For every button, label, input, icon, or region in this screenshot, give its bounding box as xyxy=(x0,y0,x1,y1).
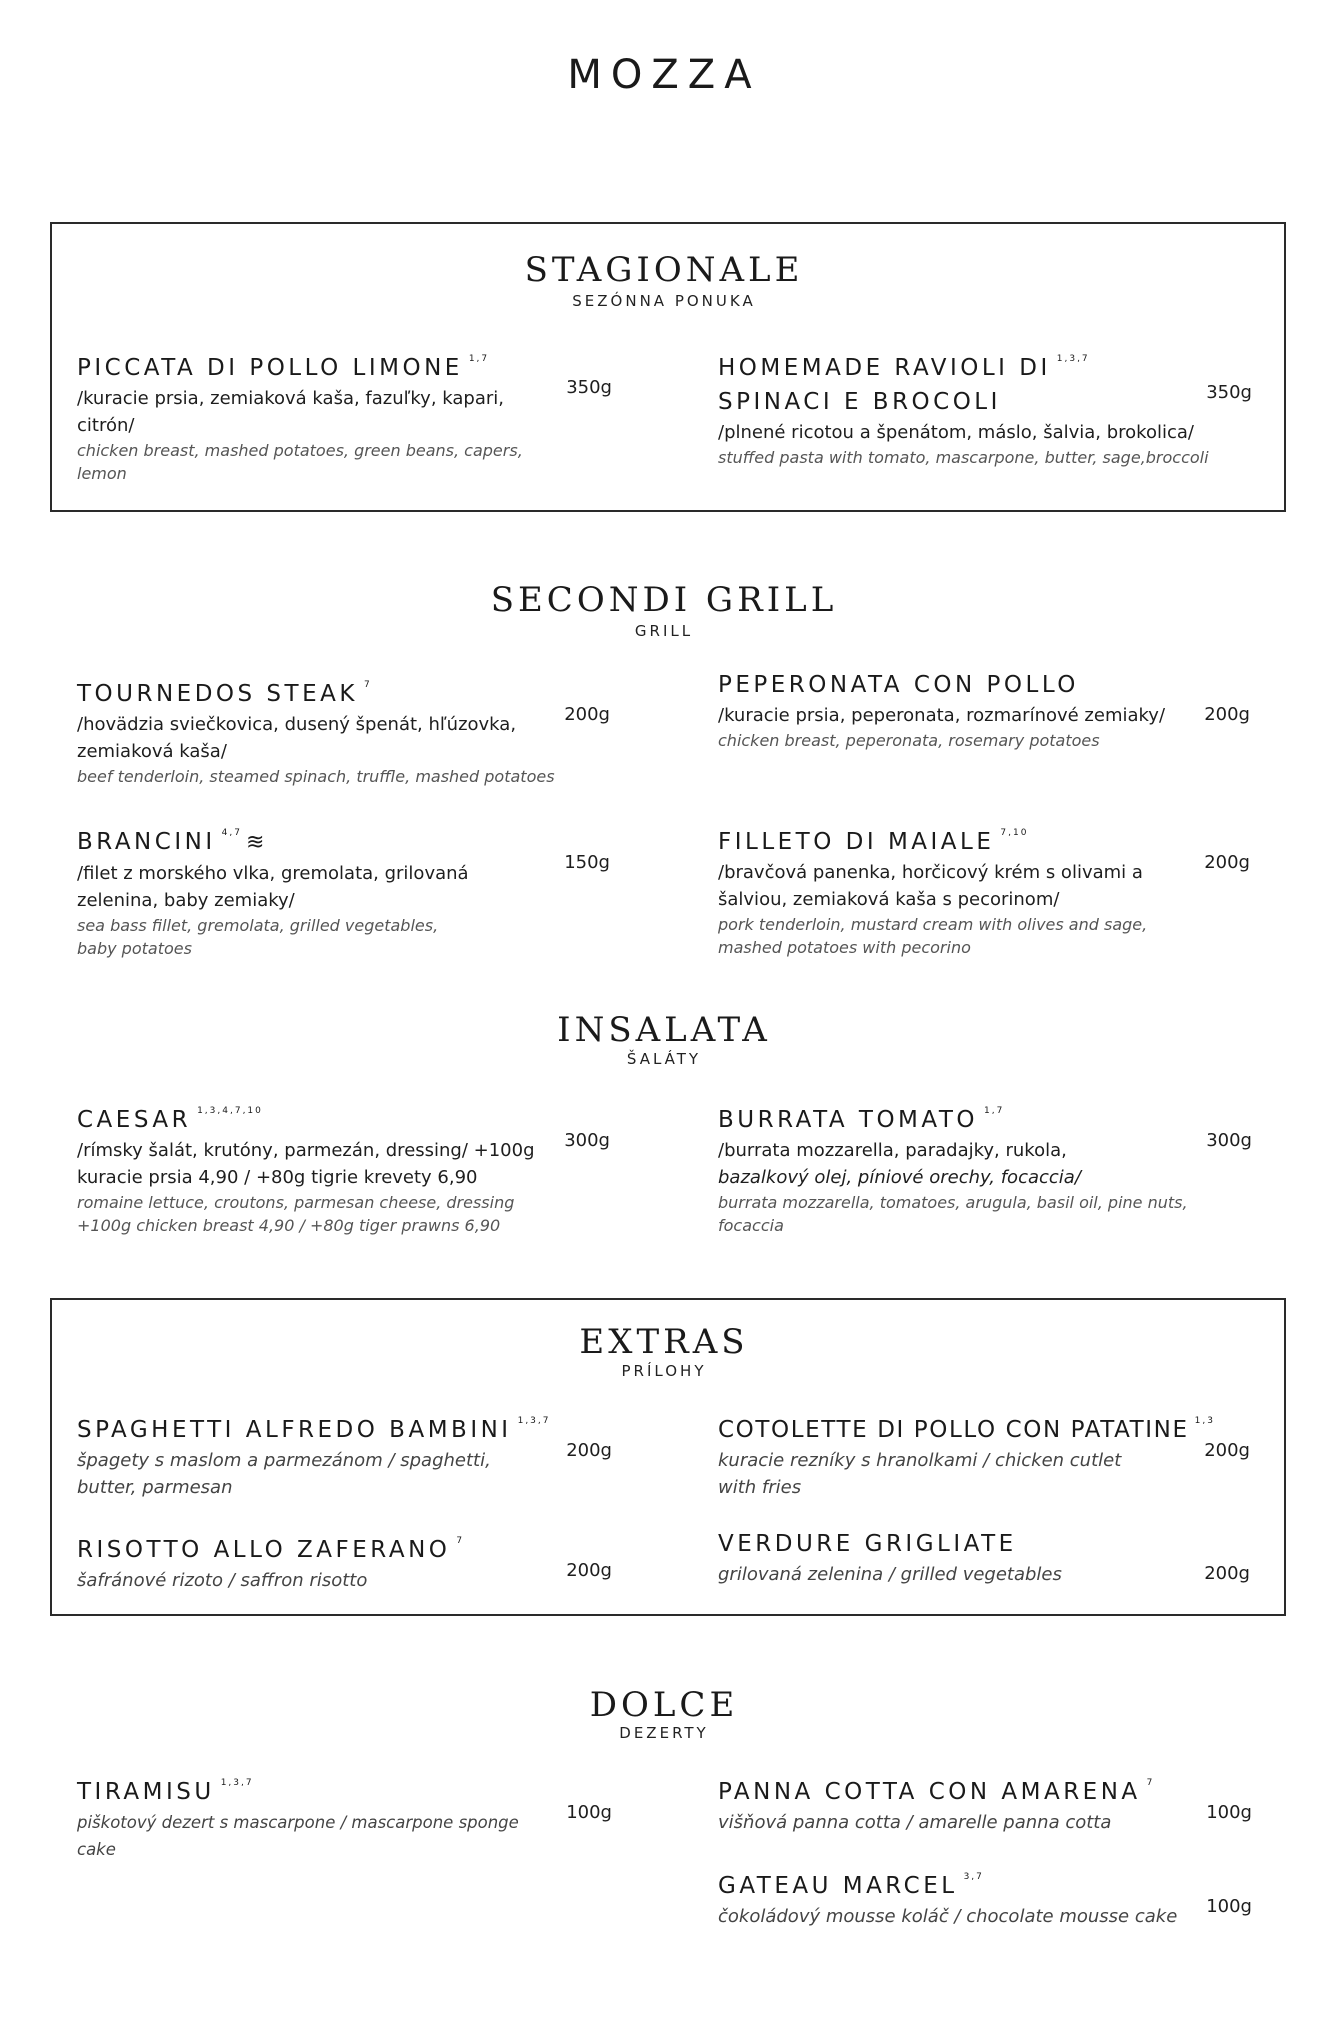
item-description-en: romaine lettuce, croutons, parmesan cheese, dressing +100g chicken breast 4,90 / +80g tiger prawns 6,90 xyxy=(77,1193,515,1235)
item-description: špagety s maslom a parmezánom / spaghetti, butter, parmesan xyxy=(77,1450,491,1498)
menu-item-verdure xyxy=(718,1527,1248,1588)
allergen-codes: 1,7 xyxy=(468,354,490,364)
item-weight: 100g xyxy=(1206,1896,1252,1917)
item-description-sk: /kuracie prsia, zemiaková kaša, fazuľky, kapari, citrón/ xyxy=(77,388,504,436)
menu-item-risotto xyxy=(77,1524,607,1594)
allergen-codes: 1,3,7 xyxy=(220,1778,254,1788)
menu-item-piccata xyxy=(77,342,607,485)
item-name: RISOTTO ALLO ZAFERANO xyxy=(77,1537,451,1563)
item-weight: 150g xyxy=(564,852,610,873)
item-weight: 350g xyxy=(566,377,612,398)
menu-item-tournedos xyxy=(77,668,607,788)
section-title-stagionale: STAGIONALE xyxy=(524,250,804,290)
section-title-insalata: INSALATA xyxy=(557,1010,771,1050)
allergen-codes: 7 xyxy=(1146,1778,1155,1788)
allergen-codes: 1,3,7 xyxy=(1056,354,1090,364)
item-weight: 100g xyxy=(566,1802,612,1823)
menu-item-gateau xyxy=(718,1860,1248,1930)
item-weight: 200g xyxy=(1204,1440,1250,1461)
allergen-codes: 7,10 xyxy=(1000,828,1029,838)
allergen-codes: 1,3,7 xyxy=(517,1416,551,1426)
section-subtitle-extras: PRÍLOHY xyxy=(621,1362,707,1380)
allergen-codes: 7 xyxy=(363,680,372,690)
item-weight: 200g xyxy=(1204,852,1250,873)
item-name: CAESAR xyxy=(77,1107,192,1133)
section-subtitle-insalata: ŠALÁTY xyxy=(626,1050,702,1068)
item-description-en: chicken breast, mashed potatoes, green beans, capers, lemon xyxy=(77,441,523,483)
item-name: VERDURE GRIGLIATE xyxy=(718,1531,1017,1557)
item-name: TIRAMISU xyxy=(77,1779,215,1805)
item-description-sk: /burrata mozzarella, paradajky, rukola, xyxy=(718,1140,1067,1161)
item-description-sk: /rímsky šalát, krutóny, parmezán, dressing/ +100g kuracie prsia 4,90 / +80g tigrie krevety 6,90 xyxy=(77,1140,535,1188)
item-weight: 200g xyxy=(1204,1563,1250,1584)
item-weight: 350g xyxy=(1206,382,1252,403)
item-description-en: chicken breast, peperonata, rosemary potatoes xyxy=(718,731,1100,750)
item-name: BRANCINI xyxy=(77,829,216,855)
item-description: piškotový dezert s mascarpone / mascarpone sponge cake xyxy=(77,1813,519,1859)
allergen-codes: 4,7 xyxy=(221,828,242,838)
item-name: PANNA COTTA CON AMARENA xyxy=(718,1779,1141,1805)
item-description-en: stuffed pasta with tomato, mascarpone, butter, sage,broccoli xyxy=(718,448,1209,467)
menu-item-caesar xyxy=(77,1094,607,1237)
item-description-en: beef tenderloin, steamed spinach, truffle, mashed potatoes xyxy=(77,767,555,786)
item-name: PICCATA DI POLLO LIMONE xyxy=(77,355,463,381)
menu-item-panna-cotta xyxy=(718,1766,1248,1836)
item-name: PEPERONATA CON POLLO xyxy=(718,672,1079,698)
item-description-sk: /bravčová panenka, horčicový krém s olivami a šalviou, zemiaková kaša s pecorinom/ xyxy=(718,862,1143,910)
item-description-sk: /filet z morského vlka, gremolata, grilovaná zelenina, baby zemiaky/ xyxy=(77,863,469,911)
item-weight: 200g xyxy=(566,1560,612,1581)
allergen-codes: 1,3,4,7,10 xyxy=(197,1106,263,1116)
allergen-codes: 3,7 xyxy=(963,1872,984,1882)
section-subtitle-secondi: GRILL xyxy=(634,622,694,640)
item-description-sk: /kuracie prsia, peperonata, rozmarínové zemiaky/ xyxy=(718,705,1166,726)
item-description: višňová panna cotta / amarelle panna cotta xyxy=(718,1812,1112,1833)
menu-item-burrata xyxy=(718,1094,1248,1237)
item-weight: 100g xyxy=(1206,1802,1252,1823)
section-title-extras: EXTRAS xyxy=(579,1322,749,1362)
item-name: COTOLETTE DI POLLO CON PATATINE xyxy=(718,1417,1189,1443)
item-weight: 200g xyxy=(566,1440,612,1461)
item-description-en: burrata mozzarella, tomatoes, arugula, basil oil, pine nuts, focaccia xyxy=(718,1193,1188,1235)
item-weight: 300g xyxy=(564,1130,610,1151)
allergen-codes: 7 xyxy=(456,1536,465,1546)
item-description: čokoládový mousse koláč / chocolate mousse cake xyxy=(718,1906,1178,1927)
item-name: BURRATA TOMATO xyxy=(718,1107,978,1133)
item-weight: 300g xyxy=(1206,1130,1252,1151)
item-description-sk: /plnené ricotou a špenátom, máslo, šalvia, brokolica/ xyxy=(718,422,1194,443)
item-description: kuracie rezníky s hranolkami / chicken cutlet with fries xyxy=(718,1450,1122,1498)
item-name: TOURNEDOS STEAK xyxy=(77,681,358,707)
item-name: GATEAU MARCEL xyxy=(718,1873,958,1899)
item-description-en: pork tenderloin, mustard cream with olives and sage, mashed potatoes with pecorino xyxy=(718,915,1148,957)
menu-item-cotolette xyxy=(718,1404,1248,1501)
item-name: SPAGHETTI ALFREDO BAMBINI xyxy=(77,1417,512,1443)
item-name: HOMEMADE RAVIOLI DI xyxy=(718,355,1051,381)
menu-item-spaghetti xyxy=(77,1404,607,1501)
menu-item-peperonata xyxy=(718,668,1248,752)
item-description: šafránové rizoto / saffron risotto xyxy=(77,1570,368,1591)
menu-item-tiramisu xyxy=(77,1766,607,1863)
item-name-line2: SPINACI E BROCOLI xyxy=(718,389,1001,415)
item-description-sk: /hovädzia sviečkovica, dusený špenát, hľúzovka, zemiaková kaša/ xyxy=(77,714,517,762)
allergen-codes: 1,3 xyxy=(1194,1416,1215,1426)
section-title-secondi: SECONDI GRILL xyxy=(490,580,838,620)
menu-item-ravioli xyxy=(718,342,1248,469)
menu-item-brancini xyxy=(77,816,607,960)
item-description-en: sea bass fillet, gremolata, grilled vegetables, baby potatoes xyxy=(77,916,439,958)
section-subtitle-dolce: DEZERTY xyxy=(619,1724,709,1742)
item-weight: 200g xyxy=(1204,704,1250,725)
menu-item-filleto xyxy=(718,816,1248,959)
item-description-sk-line2: bazalkový olej, píniové orechy, focaccia/ xyxy=(718,1167,1081,1188)
allergen-codes: 1,7 xyxy=(984,1106,1005,1116)
restaurant-name: MOZZA xyxy=(567,52,761,98)
item-name: FILLETO DI MAIALE xyxy=(718,829,995,855)
item-description: grilovaná zelenina / grilled vegetables xyxy=(718,1564,1062,1585)
section-title-dolce: DOLCE xyxy=(589,1685,739,1725)
wave-icon: ≋ xyxy=(245,830,265,855)
section-subtitle-stagionale: SEZÓNNA PONUKA xyxy=(572,292,756,310)
item-weight: 200g xyxy=(564,704,610,725)
